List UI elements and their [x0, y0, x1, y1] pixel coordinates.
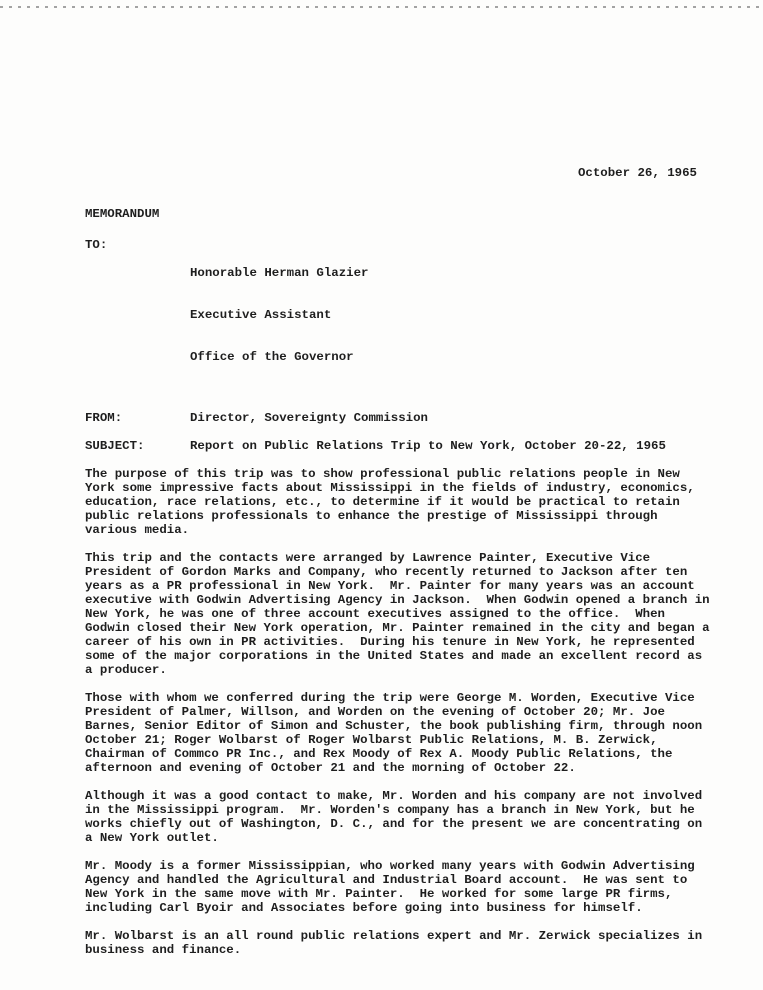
from-value: Director, Sovereignty Commission: [190, 411, 428, 425]
paragraph: Those with whom we conferred during the trip were George M. Worden, Executive Vice President of Palmer, Willson, and Worden on the evening of October 20; Mr. Joe Barnes, Senior Editor of Simon and Schuster, the book publishing firm, through noon October 21; Roger Wolbarst of Roger Wolbarst Public Relations, M. B. Zerwick, Chairman of Commco PR Inc., and Rex Moody of Rex A. Moody Public Relations, the afternoon and evening of October 21 and the morning of October 22.: [85, 691, 710, 775]
paragraph: Although it was a good contact to make, Mr. Worden and his company are not involved in the Mississippi program. Mr. Worden's company has a branch in New York, but he works chiefly out of Washington, D. C., and for the present we are concentrating on a New York outlet.: [85, 789, 710, 845]
paragraph: This trip and the contacts were arranged by Lawrence Painter, Executive Vice President of Gordon Marks and Company, who recently returned to Jackson after ten years as a PR professional in New York. Mr. Painter for many years was an account executive with Godwin Advertising Agency in Jackson. When Godwin opened a branch in New York, he was one of three account executives assigned to the office. When Godwin closed their New York operation, Mr. Painter remained in the city and began a career of his own in PR activities. During his tenure in New York, he represented some of the major corporations in the United States and made an excellent record as a producer.: [85, 551, 718, 677]
paragraph: Mr. Wolbarst is an all round public relations expert and Mr. Zerwick specializes in business and finance.: [85, 929, 710, 957]
memo-body: [85, 467, 717, 957]
to-line-title: Executive Assistant: [190, 308, 332, 322]
from-label: FROM:: [85, 411, 123, 425]
subject-label: SUBJECT:: [85, 439, 145, 453]
memo-title: MEMORANDUM: [85, 207, 160, 221]
to-line-recipient: Honorable Herman Glazier: [190, 266, 369, 280]
to-row: [85, 238, 717, 392]
to-value: [190, 238, 368, 392]
from-row: [85, 411, 717, 425]
to-line-office: Office of the Governor: [190, 350, 354, 364]
subject-row: [85, 439, 717, 453]
memo-content: [85, 0, 717, 971]
subject-value: Report on Public Relations Trip to New York, October 20-22, 1965: [190, 439, 666, 453]
to-label: TO:: [85, 238, 108, 252]
paragraph: The purpose of this trip was to show professional public relations people in New York some impressive facts about Mississippi in the fields of industry, economics, education, race relations, etc., to determine if it would be practical to retain public relations professionals to enhance the prestige of Mississippi through various media.: [85, 467, 703, 537]
paragraph: Mr. Moody is a former Mississippian, who worked many years with Godwin Advertising Agency and handled the Agricultural and Industrial Board account. He was sent to New York in the same move with Mr. Painter. He worked for some large PR firms, including Carl Byoir and Associates before going into business for himself.: [85, 859, 703, 915]
date: October 26, 1965: [578, 166, 697, 180]
